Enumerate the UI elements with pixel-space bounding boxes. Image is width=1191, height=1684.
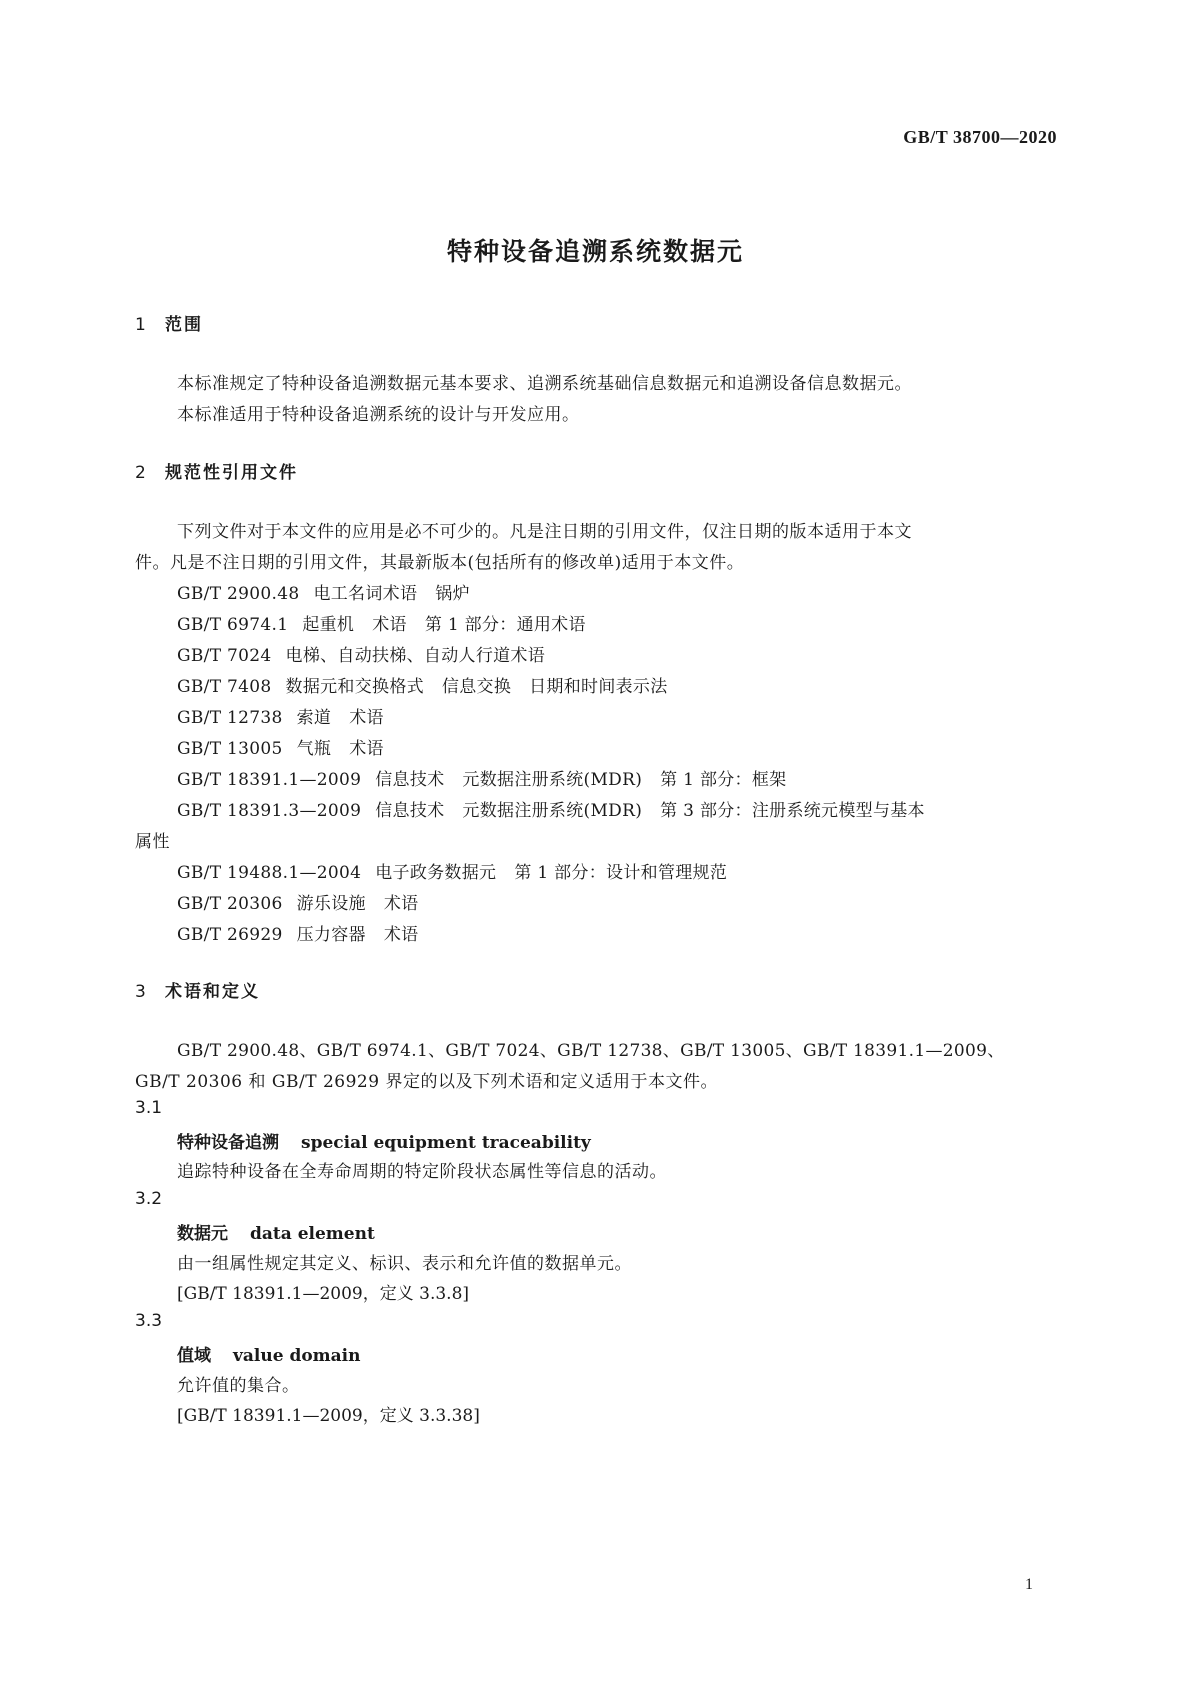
term-definition: 由一组属性规定其定义、标识、表示和允许值的数据单元。 bbox=[177, 1254, 632, 1274]
reference-title: 信息技术 bbox=[375, 801, 445, 821]
reference-title: 气瓶 bbox=[296, 739, 332, 759]
paragraph: 下列文件对于本文件的应用是必不可少的。凡是注日期的引用文件，仅注日期的版本适用于本文 bbox=[177, 522, 912, 542]
reference-item bbox=[177, 734, 384, 759]
section-number: 3 bbox=[135, 982, 146, 1002]
reference-item bbox=[177, 858, 727, 883]
reference-code: GB/T 13005 bbox=[177, 739, 283, 759]
reference-code: GB/T 18391.3—2009 bbox=[177, 801, 362, 821]
term-entry bbox=[177, 1219, 375, 1244]
reference-title: 日期和时间表示法 bbox=[529, 677, 668, 697]
reference-item bbox=[177, 579, 470, 604]
reference-title: 术语 bbox=[383, 925, 419, 945]
reference-title: 游乐设施 bbox=[296, 894, 366, 914]
paragraph: 件。凡是不注日期的引用文件，其最新版本(包括所有的修改单)适用于本文件。 bbox=[135, 553, 745, 573]
reference-title: 索道 bbox=[296, 708, 332, 728]
reference-code: GB/T 26929 bbox=[177, 925, 283, 945]
reference-code: GB/T 6974.1 bbox=[177, 615, 289, 635]
reference-title: 元数据注册系统(MDR) bbox=[462, 801, 643, 821]
reference-title: 第 1 部分：通用术语 bbox=[424, 615, 586, 635]
reference-item bbox=[177, 765, 786, 790]
paragraph: GB/T 2900.48、GB/T 6974.1、GB/T 7024、GB/T 12738、GB/T 13005、GB/T 18391.1—2009、 bbox=[177, 1041, 1005, 1061]
term-zh: 数据元 bbox=[177, 1224, 228, 1244]
reference-title: 第 1 部分：设计和管理规范 bbox=[514, 863, 728, 883]
page-number: 1 bbox=[1025, 1576, 1033, 1593]
section-number: 2 bbox=[135, 463, 146, 483]
section-2-heading bbox=[135, 458, 298, 483]
reference-code: GB/T 7408 bbox=[177, 677, 272, 697]
reference-item bbox=[177, 796, 925, 821]
paragraph: 本标准适用于特种设备追溯系统的设计与开发应用。 bbox=[177, 405, 580, 425]
reference-title: 压力容器 bbox=[296, 925, 366, 945]
reference-title: 电梯、自动扶梯、自动人行道术语 bbox=[285, 646, 546, 666]
reference-code: GB/T 7024 bbox=[177, 646, 272, 666]
reference-title: 电工名词术语 bbox=[313, 584, 418, 604]
term-definition: 追踪特种设备在全寿命周期的特定阶段状态属性等信息的活动。 bbox=[177, 1162, 667, 1182]
term-en: special equipment traceability bbox=[301, 1133, 591, 1153]
reference-title: 术语 bbox=[383, 894, 419, 914]
reference-code: GB/T 18391.1—2009 bbox=[177, 770, 362, 790]
section-number: 1 bbox=[135, 315, 146, 335]
clause-number: 3.3 bbox=[135, 1311, 163, 1331]
reference-title: 电子政务数据元 bbox=[375, 863, 497, 883]
term-definition: 允许值的集合。 bbox=[177, 1376, 300, 1396]
reference-title: 第 1 部分：框架 bbox=[660, 770, 787, 790]
clause-number: 3.1 bbox=[135, 1098, 163, 1118]
term-source: [GB/T 18391.1—2009，定义 3.3.38] bbox=[177, 1406, 480, 1426]
term-entry bbox=[177, 1128, 591, 1153]
reference-code: GB/T 12738 bbox=[177, 708, 283, 728]
document-title: 特种设备追溯系统数据元 bbox=[446, 237, 744, 266]
reference-title: 第 3 部分：注册系统元模型与基本 bbox=[660, 801, 925, 821]
reference-item bbox=[177, 703, 384, 728]
term-en: value domain bbox=[233, 1346, 361, 1366]
reference-item bbox=[177, 610, 586, 635]
reference-code: GB/T 20306 bbox=[177, 894, 283, 914]
paragraph: GB/T 20306 和 GB/T 26929 界定的以及下列术语和定义适用于本文件。 bbox=[135, 1072, 718, 1092]
paragraph: 本标准规定了特种设备追溯数据元基本要求、追溯系统基础信息数据元和追溯设备信息数据元。 bbox=[177, 374, 912, 394]
section-3-heading bbox=[135, 977, 260, 1002]
clause-number: 3.2 bbox=[135, 1189, 163, 1209]
section-title: 术语和定义 bbox=[165, 982, 260, 1002]
term-source: [GB/T 18391.1—2009，定义 3.3.8] bbox=[177, 1284, 470, 1304]
term-entry bbox=[177, 1341, 361, 1366]
reference-title: 元数据注册系统(MDR) bbox=[462, 770, 643, 790]
term-zh: 特种设备追溯 bbox=[177, 1133, 279, 1153]
reference-title: 起重机 bbox=[302, 615, 355, 635]
standard-code: GB/T 38700—2020 bbox=[903, 127, 1057, 147]
reference-code: GB/T 2900.48 bbox=[177, 584, 300, 604]
reference-title: 术语 bbox=[349, 739, 384, 759]
reference-title: 信息技术 bbox=[375, 770, 445, 790]
section-1-heading bbox=[135, 310, 203, 335]
reference-title: 信息交换 bbox=[441, 677, 512, 697]
reference-item bbox=[177, 920, 418, 945]
reference-item bbox=[177, 889, 418, 914]
reference-title: 术语 bbox=[372, 615, 407, 635]
reference-title: 术语 bbox=[349, 708, 384, 728]
section-title: 规范性引用文件 bbox=[165, 463, 298, 483]
reference-item bbox=[177, 641, 545, 666]
reference-title: 锅炉 bbox=[435, 584, 470, 604]
reference-continuation: 属性 bbox=[135, 832, 170, 852]
reference-code: GB/T 19488.1—2004 bbox=[177, 863, 362, 883]
reference-title: 数据元和交换格式 bbox=[285, 677, 424, 697]
reference-item bbox=[177, 672, 668, 697]
term-en: data element bbox=[250, 1224, 375, 1244]
section-title: 范围 bbox=[165, 315, 203, 335]
term-zh: 值域 bbox=[177, 1346, 211, 1366]
